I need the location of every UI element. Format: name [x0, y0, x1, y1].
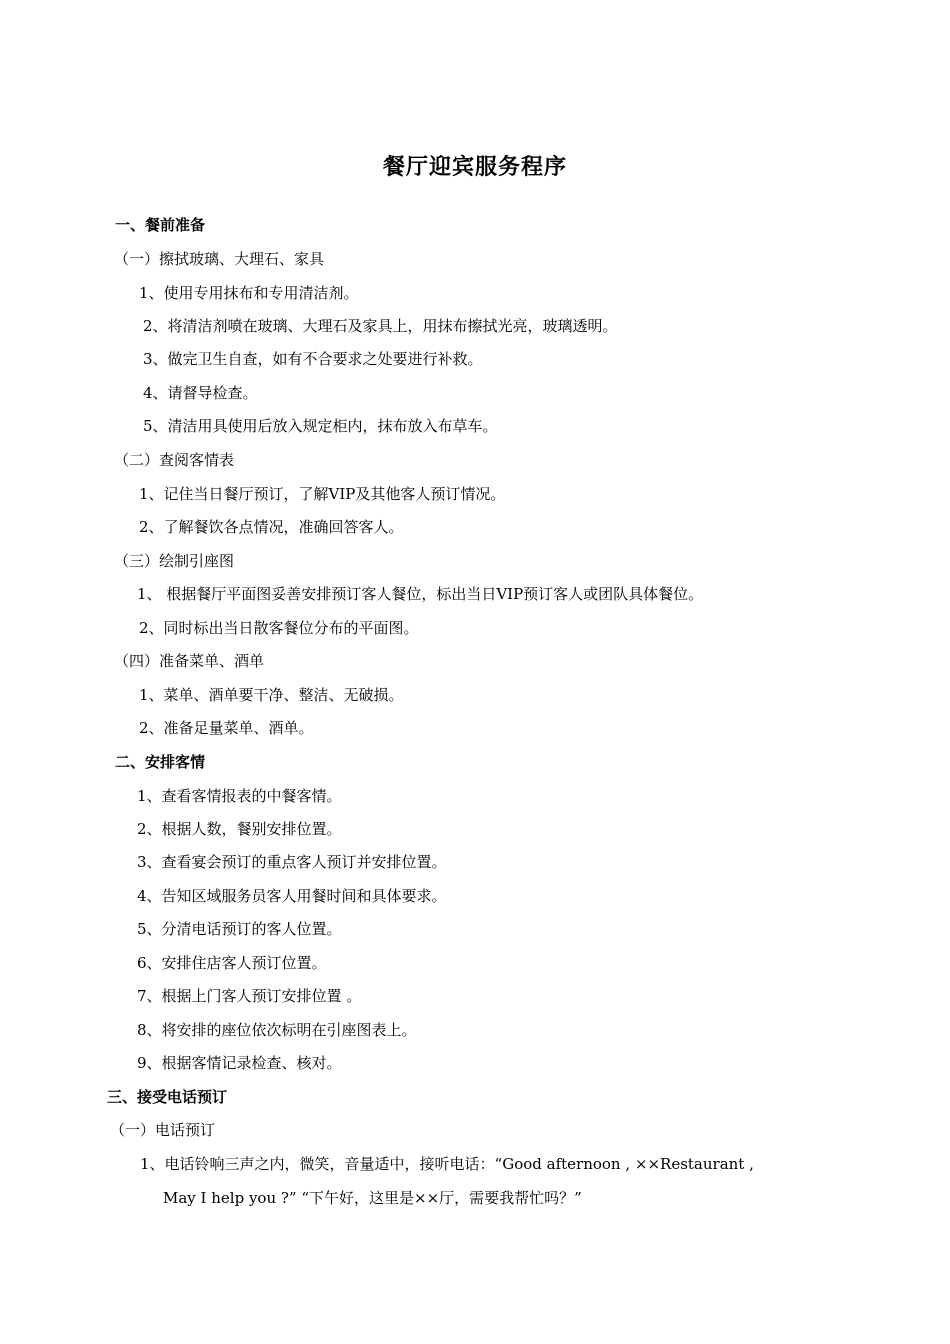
subsection-heading: （三）绘制引座图 [114, 552, 235, 570]
subsection-heading: （一）擦拭玻璃、大理石、家具 [114, 250, 325, 268]
list-item: 2、根据人数，餐别安排位置。 [137, 820, 342, 838]
list-item: 3、做完卫生自查，如有不合要求之处要进行补救。 [143, 350, 483, 368]
list-item: 4、请督导检查。 [143, 384, 258, 402]
list-item: 7、根据上门客人预订安排位置 。 [137, 987, 362, 1005]
list-item: 9、根据客情记录检查、核对。 [137, 1054, 342, 1072]
section-heading: 三、接受电话预订 [107, 1088, 228, 1106]
list-item: 2、将清洁剂喷在玻璃、大理石及家具上，用抹布擦拭光亮，玻璃透明。 [143, 317, 618, 335]
list-item: 5、分清电话预订的客人位置。 [137, 920, 342, 938]
list-item: 1、使用专用抹布和专用清洁剂。 [139, 284, 359, 302]
list-item: 1、 根据餐厅平面图妥善安排预订客人餐位，标出当日VIP预订客人或团队具体餐位。 [137, 585, 704, 603]
list-item: 3、查看宴会预订的重点客人预订并安排位置。 [137, 853, 447, 871]
list-item: May I help you ?” “下午好，这里是××厅，需要我帮忙吗？” [163, 1189, 582, 1207]
section-heading: 二、安排客情 [115, 753, 206, 771]
list-item: 2、同时标出当日散客餐位分布的平面图。 [139, 619, 419, 637]
section-heading: 一、餐前准备 [115, 216, 206, 234]
list-item: 5、清洁用具使用后放入规定柜内，抹布放入布草车。 [143, 417, 498, 435]
list-item: 1、菜单、酒单要干净、整洁、无破损。 [139, 686, 404, 704]
list-item: 1、电话铃响三声之内，微笑，音量适中，接听电话：“Good afternoon , ××Restaurant , [140, 1155, 754, 1173]
subsection-heading: （一）电话预订 [110, 1121, 216, 1139]
document-title: 餐厅迎宾服务程序 [382, 155, 567, 180]
list-item: 4、告知区域服务员客人用餐时间和具体要求。 [137, 887, 447, 905]
list-item: 2、了解餐饮各点情况，准确回答客人。 [139, 518, 404, 536]
list-item: 1、记住当日餐厅预订，了解VIP及其他客人预订情况。 [139, 485, 506, 503]
subsection-heading: （四）准备菜单、酒单 [114, 652, 265, 670]
list-item: 2、准备足量菜单、酒单。 [139, 719, 314, 737]
list-item: 1、查看客情报表的中餐客情。 [137, 787, 342, 805]
list-item: 6、安排住店客人预订位置。 [137, 954, 327, 972]
list-item: 8、将安排的座位依次标明在引座图表上。 [137, 1021, 417, 1039]
subsection-heading: （二）查阅客情表 [114, 451, 235, 469]
